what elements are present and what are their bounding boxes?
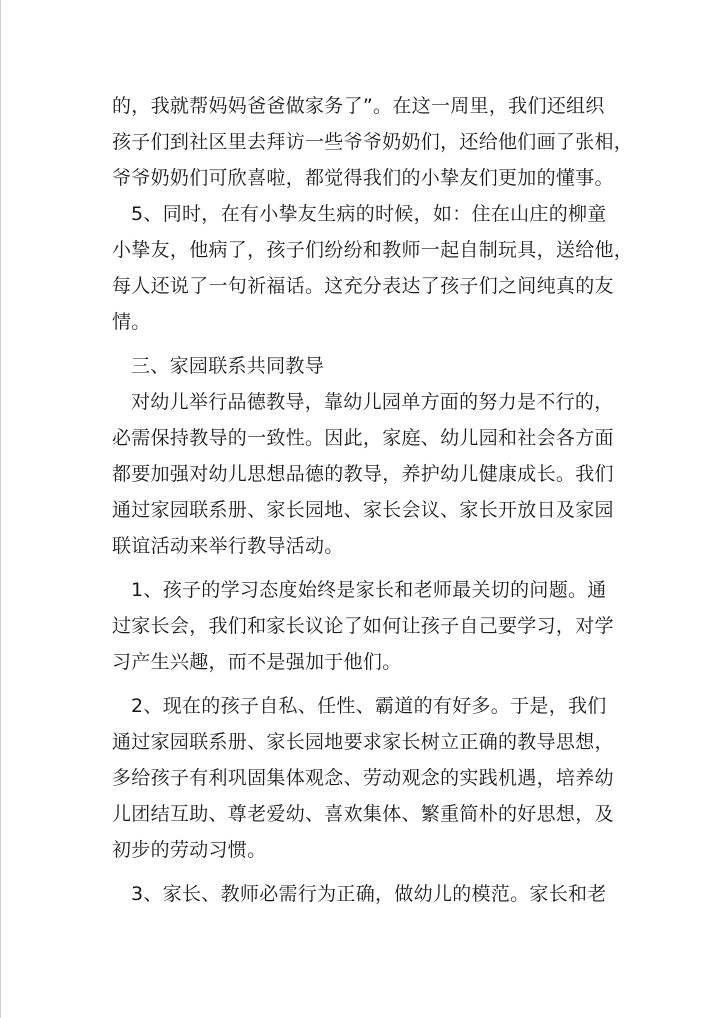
- numbered-paragraph-1: 1、孩子的学习态度始终是家长和老师最关切的问题。通: [131, 579, 607, 601]
- text-line: 初步的劳动习惯。: [112, 839, 267, 861]
- text-line: 过家长会，我们和家长议论了如何让孩子自己要学习，对学: [112, 615, 614, 637]
- page-left-border: [0, 0, 1, 1018]
- document-body: [112, 88, 634, 912]
- text-line: 孩子们到社区里去拜访一些爷爷奶奶们，还给他们画了张相，: [112, 131, 634, 153]
- text-line: 多给孩子有利巩固集体观念、劳动观念的实践机遇，培养幼: [112, 767, 614, 789]
- text-line: 必需保持教导的一致性。因此，家庭、幼儿园和社会各方面: [112, 427, 614, 449]
- numbered-paragraph-3: 3、家长、教师必需行为正确，做幼儿的模范。家长和老: [131, 883, 607, 905]
- text-line: 的，我就帮妈妈爸爸做家务了”。在这一周里，我们还组织: [112, 95, 605, 117]
- text-line: 通过家园联系册、家长园地、家长会议、家长开放日及家园: [112, 499, 614, 521]
- text-line: 通过家园联系册、家长园地要求家长树立正确的教导思想，: [112, 731, 614, 753]
- numbered-paragraph-5: 5、同时，在有小挚友生病的时候，如：住在山庄的柳童: [131, 203, 607, 225]
- text-line: 都要加强对幼儿思想品德的教导，养护幼儿健康成长。我们: [112, 463, 614, 485]
- text-line: 习产生兴趣，而不是强加于他们。: [112, 651, 402, 673]
- text-line: 情。: [112, 311, 151, 333]
- text-line: 每人还说了一句祈福话。这充分表达了孩子们之间纯真的友: [112, 275, 614, 297]
- numbered-paragraph-2: 2、现在的孩子自私、任性、霸道的有好多。于是，我们: [131, 695, 607, 717]
- text-line: 小挚友，他病了，孩子们纷纷和教师一起自制玩具，送给他，: [112, 239, 634, 261]
- text-line: 爷爷奶奶们可欣喜啦，都觉得我们的小挚友们更加的懂事。: [112, 167, 614, 189]
- text-line: 联谊活动来举行教导活动。: [112, 535, 344, 557]
- text-line: 儿团结互助、尊老爱幼、喜欢集体、繁重简朴的好思想，及: [112, 803, 614, 825]
- section-heading: 三、家园联系共同教导: [131, 355, 325, 377]
- paragraph-start: 对幼儿举行品德教导，靠幼儿园单方面的努力是不行的，: [131, 391, 614, 413]
